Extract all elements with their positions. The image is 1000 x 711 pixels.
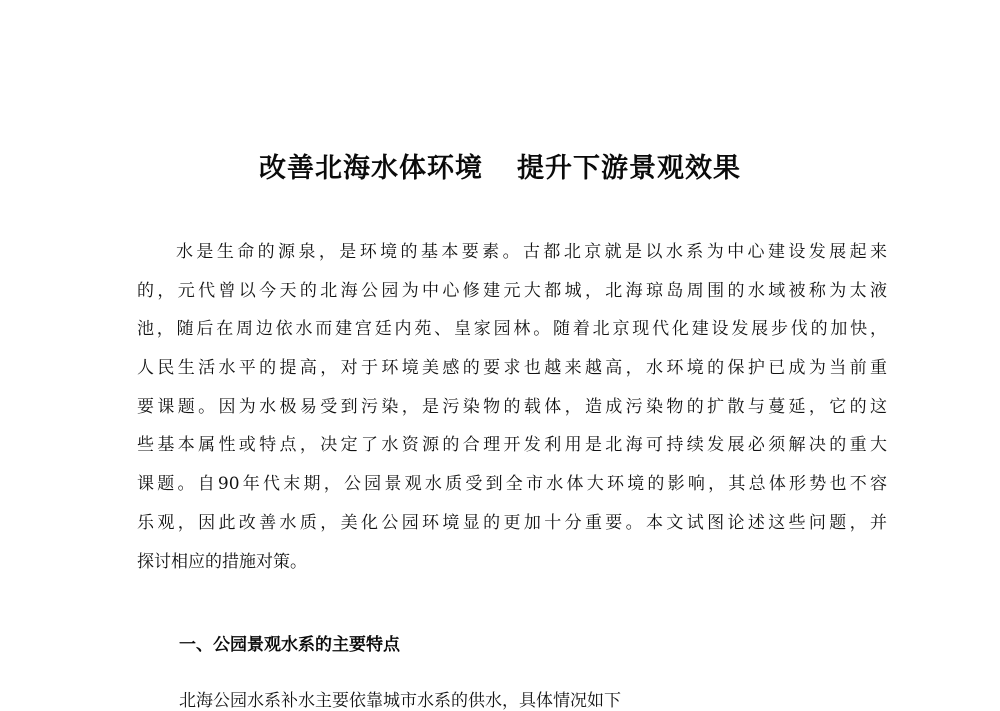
paragraph-line: 水是生命的源泉，是环境的基本要素。古都北京就是以水系为中心建设发展起来: [176, 242, 887, 262]
paragraph-line: 课题。自90年代末期，公园景观水质受到全市水体大环境的影响，其总体形势也不容: [137, 474, 887, 495]
page-title: [0, 146, 1000, 185]
paragraph-line: 些基本属性或特点，决定了水资源的合理开发利用是北海可持续发展必须解决的重大: [137, 435, 887, 456]
title-part-2: 提升下游景观效果: [517, 153, 741, 184]
title-part-1: 改善北海水体环境: [259, 153, 483, 184]
paragraph-line: 池，随后在周边依水而建宫廷内苑、皇家园林。随着北京现代化建设发展步伐的加快，: [137, 319, 887, 340]
paragraph-line: 人民生活水平的提高，对于环境美感的要求也越来越高，水环境的保护已成为当前重: [137, 358, 887, 379]
paragraph-line: 要课题。因为水极易受到污染，是污染物的载体，造成污染物的扩散与蔓延，它的这: [137, 396, 887, 417]
paragraph-line: 乐观，因此改善水质，美化公园环境显的更加十分重要。本文试图论述这些问题，并: [137, 512, 887, 533]
paragraph-line: 的，元代曾以今天的北海公园为中心修建元大都城，北海琼岛周围的水域被称为太液: [137, 280, 887, 301]
body-paragraph: [137, 233, 887, 581]
cutoff-text-line: 北海公园水系补水主要依靠城市水系的供水，具体情况如下: [179, 691, 621, 711]
paragraph-line: 探讨相应的措施对策。: [137, 551, 307, 572]
section-heading: 一、公园景观水系的主要特点: [179, 635, 400, 655]
